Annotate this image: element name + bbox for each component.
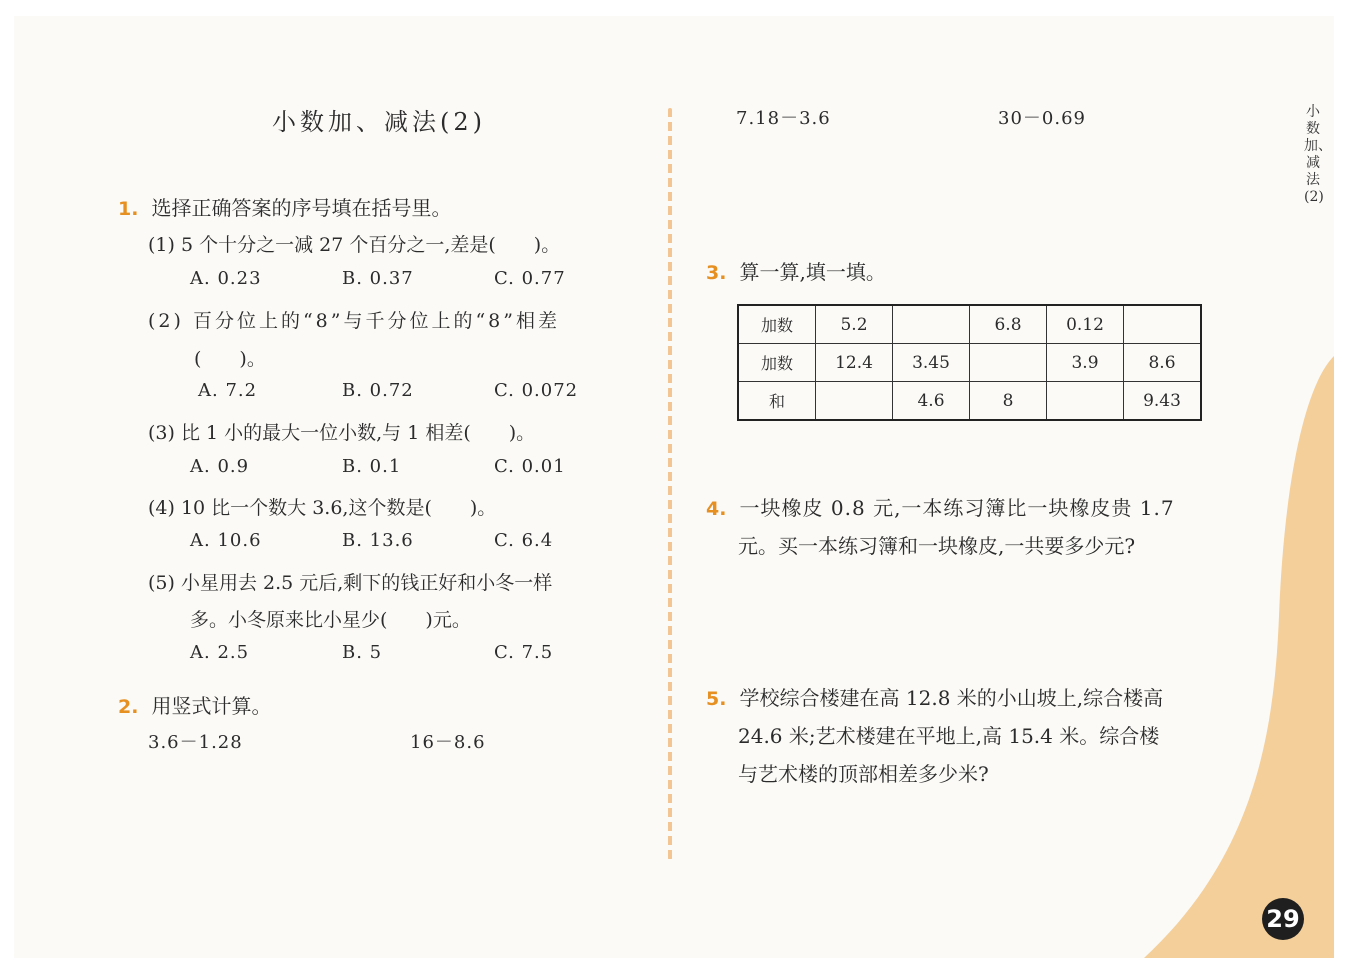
option-b: B. 5 — [342, 642, 383, 663]
table-cell: 3.9 — [1047, 344, 1124, 382]
question-text-cont: 元。买一本练习簿和一块橡皮,一共要多少元? — [738, 534, 1136, 558]
option-a: A. 2.5 — [190, 642, 250, 663]
sub-question-4: (4) 10 比一个数大 3.6,这个数是( )。 — [148, 497, 497, 519]
expression: 30－0.69 — [998, 108, 1086, 129]
question-number: 5. — [706, 688, 727, 710]
table-cell[interactable] — [816, 382, 893, 421]
expression: 7.18－3.6 — [736, 108, 831, 129]
table-cell: 3.45 — [893, 344, 970, 382]
question-text: 学校综合楼建在高 12.8 米的小山坡上,综合楼高 — [739, 686, 1164, 710]
table-cell: 9.43 — [1124, 382, 1202, 421]
table-row — [738, 382, 1201, 421]
page-title: 小数加、减法(2) — [272, 108, 486, 136]
question-number: 2. — [118, 696, 139, 718]
option-c: C. 6.4 — [494, 530, 554, 551]
sub-question-3: (3) 比 1 小的最大一位小数,与 1 相差( )。 — [148, 422, 536, 444]
option-c: C. 0.072 — [494, 380, 579, 401]
table-cell: 6.8 — [970, 305, 1047, 344]
table-row — [738, 344, 1201, 382]
question-text: 选择正确答案的序号填在括号里。 — [151, 196, 452, 220]
question-text-cont: 与艺术楼的顶部相差多少米? — [738, 762, 989, 786]
question-text: 一块橡皮 0.8 元,一本练习簿比一块橡皮贵 1.7 — [739, 496, 1175, 520]
option-c: C. 0.01 — [494, 456, 566, 477]
question-text: 算一算,填一填。 — [739, 260, 886, 284]
option-a: A. 0.23 — [190, 268, 262, 289]
question-2 — [118, 690, 272, 719]
sub-question-2-cont: ( )。 — [194, 348, 266, 370]
option-c: C. 0.77 — [494, 268, 566, 289]
expression: 3.6－1.28 — [148, 732, 243, 753]
workbook-page — [14, 16, 1334, 958]
option-a: A. 7.2 — [198, 380, 258, 401]
question-number: 3. — [706, 262, 727, 284]
expression: 16－8.6 — [410, 732, 486, 753]
page-divider — [668, 108, 672, 860]
table-cell[interactable] — [1047, 382, 1124, 421]
table-cell[interactable] — [970, 344, 1047, 382]
question-4 — [706, 492, 1175, 521]
question-number: 1. — [118, 198, 139, 220]
table-header-cell: 加数 — [738, 344, 816, 382]
question-1 — [118, 192, 452, 221]
table-cell[interactable] — [893, 305, 970, 344]
table-cell: 8 — [970, 382, 1047, 421]
table-header-cell: 加数 — [738, 305, 816, 344]
table-cell: 12.4 — [816, 344, 893, 382]
sub-question-5: (5) 小星用去 2.5 元后,剩下的钱正好和小冬一样 — [148, 572, 553, 594]
option-b: B. 0.72 — [342, 380, 414, 401]
table-cell: 8.6 — [1124, 344, 1202, 382]
option-a: A. 10.6 — [190, 530, 262, 551]
option-a: A. 0.9 — [190, 456, 250, 477]
page-number: 29 — [1262, 898, 1304, 940]
table-header-cell: 和 — [738, 382, 816, 421]
question-text-cont: 24.6 米;艺术楼建在平地上,高 15.4 米。综合楼 — [738, 724, 1160, 748]
table-cell: 0.12 — [1047, 305, 1124, 344]
question-text: 用竖式计算。 — [151, 694, 272, 718]
sub-question-1: (1) 5 个十分之一减 27 个百分之一,差是( )。 — [148, 234, 561, 256]
sub-question-2: (2) 百分位上的“8”与千分位上的“8”相差 — [148, 310, 560, 332]
option-b: B. 0.37 — [342, 268, 414, 289]
table-row — [738, 305, 1201, 344]
table-cell: 5.2 — [816, 305, 893, 344]
option-c: C. 7.5 — [494, 642, 554, 663]
option-b: B. 0.1 — [342, 456, 402, 477]
side-chapter-label: 小数加、减法(2) — [1304, 104, 1332, 205]
option-b: B. 13.6 — [342, 530, 414, 551]
addition-table — [737, 304, 1202, 421]
sub-question-5-cont: 多。小冬原来比小星少( )元。 — [190, 609, 471, 631]
question-5 — [706, 682, 1163, 711]
question-3 — [706, 256, 886, 285]
table-cell: 4.6 — [893, 382, 970, 421]
table-cell[interactable] — [1124, 305, 1202, 344]
question-number: 4. — [706, 498, 727, 520]
